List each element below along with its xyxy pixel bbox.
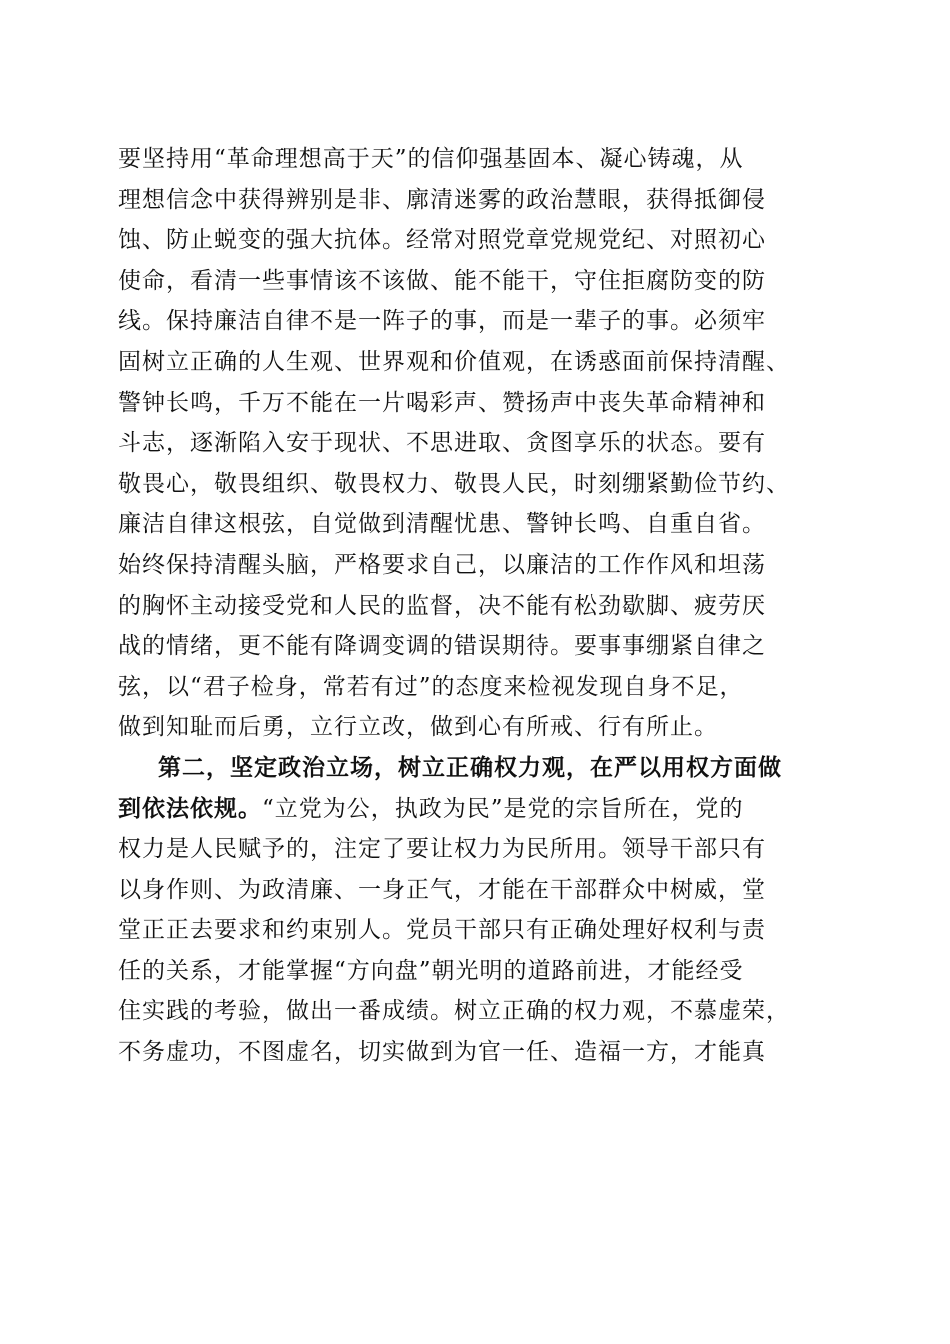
text-line: 固树立正确的人生观、世界观和价值观，在诱惑面前保持清醒、: [118, 348, 790, 375]
text-line: 使命，看清一些事情该不该做、能不能干，守住拒腐防变的防: [118, 267, 766, 294]
text-line: 警钟长鸣，千万不能在一片喝彩声、赞扬声中丧失革命精神和: [118, 389, 766, 416]
paragraph-2: [118, 748, 834, 1073]
text-line: 斗志，逐渐陷入安于现状、不思进取、贪图享乐的状态。要有: [118, 430, 766, 457]
text-line: 理想信念中获得辨别是非、廓清迷雾的政治慧眼，获得抵御侵: [118, 186, 766, 213]
text-line: 线。保持廉洁自律不是一阵子的事，而是一辈子的事。必须牢: [118, 308, 766, 335]
text-line: 战的情绪，更不能有降调变调的错误期待。要事事绷紧自律之: [118, 633, 766, 660]
text-segment: “立党为公，执政为民”是党的宗旨所在，党的: [262, 795, 744, 822]
text-line: 的胸怀主动接受党和人民的监督，决不能有松劲歇脚、疲劳厌: [118, 592, 766, 619]
text-line: 敬畏心，敬畏组织、敬畏权力、敬畏人民，时刻绷紧勤俭节约、: [118, 470, 790, 497]
section-heading-end: 到依法依规。: [118, 794, 262, 822]
text-line: 权力是人民赋予的，注定了要让权力为民所用。领导干部只有: [118, 836, 766, 863]
text-line: 住实践的考验，做出一番成绩。树立正确的权力观，不慕虚荣，: [118, 998, 790, 1025]
paragraph-1: [118, 139, 834, 748]
document-page: [118, 139, 834, 1073]
text-line: 始终保持清醒头脑，严格要求自己，以廉洁的工作作风和坦荡: [118, 551, 766, 578]
text-line: 堂正正去要求和约束别人。党员干部只有正确处理好权利与责: [118, 917, 766, 944]
text-line: 要坚持用“革命理想高于天”的信仰强基固本、凝心铸魂，从: [118, 146, 744, 172]
text-line: 不务虚功，不图虚名，切实做到为官一任、造福一方，才能真: [118, 1039, 766, 1066]
text-line: 弦，以“君子检身，常若有过”的态度来检视发现自身不足，: [118, 673, 744, 700]
section-heading: 第二，坚定政治立场，树立正确权力观，在严以用权方面做: [158, 753, 782, 781]
text-line: 任的关系，才能掌握“方向盘”朝光明的道路前进，才能经受: [118, 957, 744, 984]
text-line: 做到知耻而后勇，立行立改，做到心有所戒、行有所止。: [118, 714, 718, 741]
text-line: 以身作则、为政清廉、一身正气，才能在干部群众中树威，堂: [118, 876, 766, 903]
text-line: 廉洁自律这根弦，自觉做到清醒忧患、警钟长鸣、自重自省。: [118, 511, 766, 538]
text-line: [118, 789, 834, 830]
text-line: 蚀、防止蜕变的强大抗体。经常对照党章党规党纪、对照初心: [118, 227, 766, 254]
